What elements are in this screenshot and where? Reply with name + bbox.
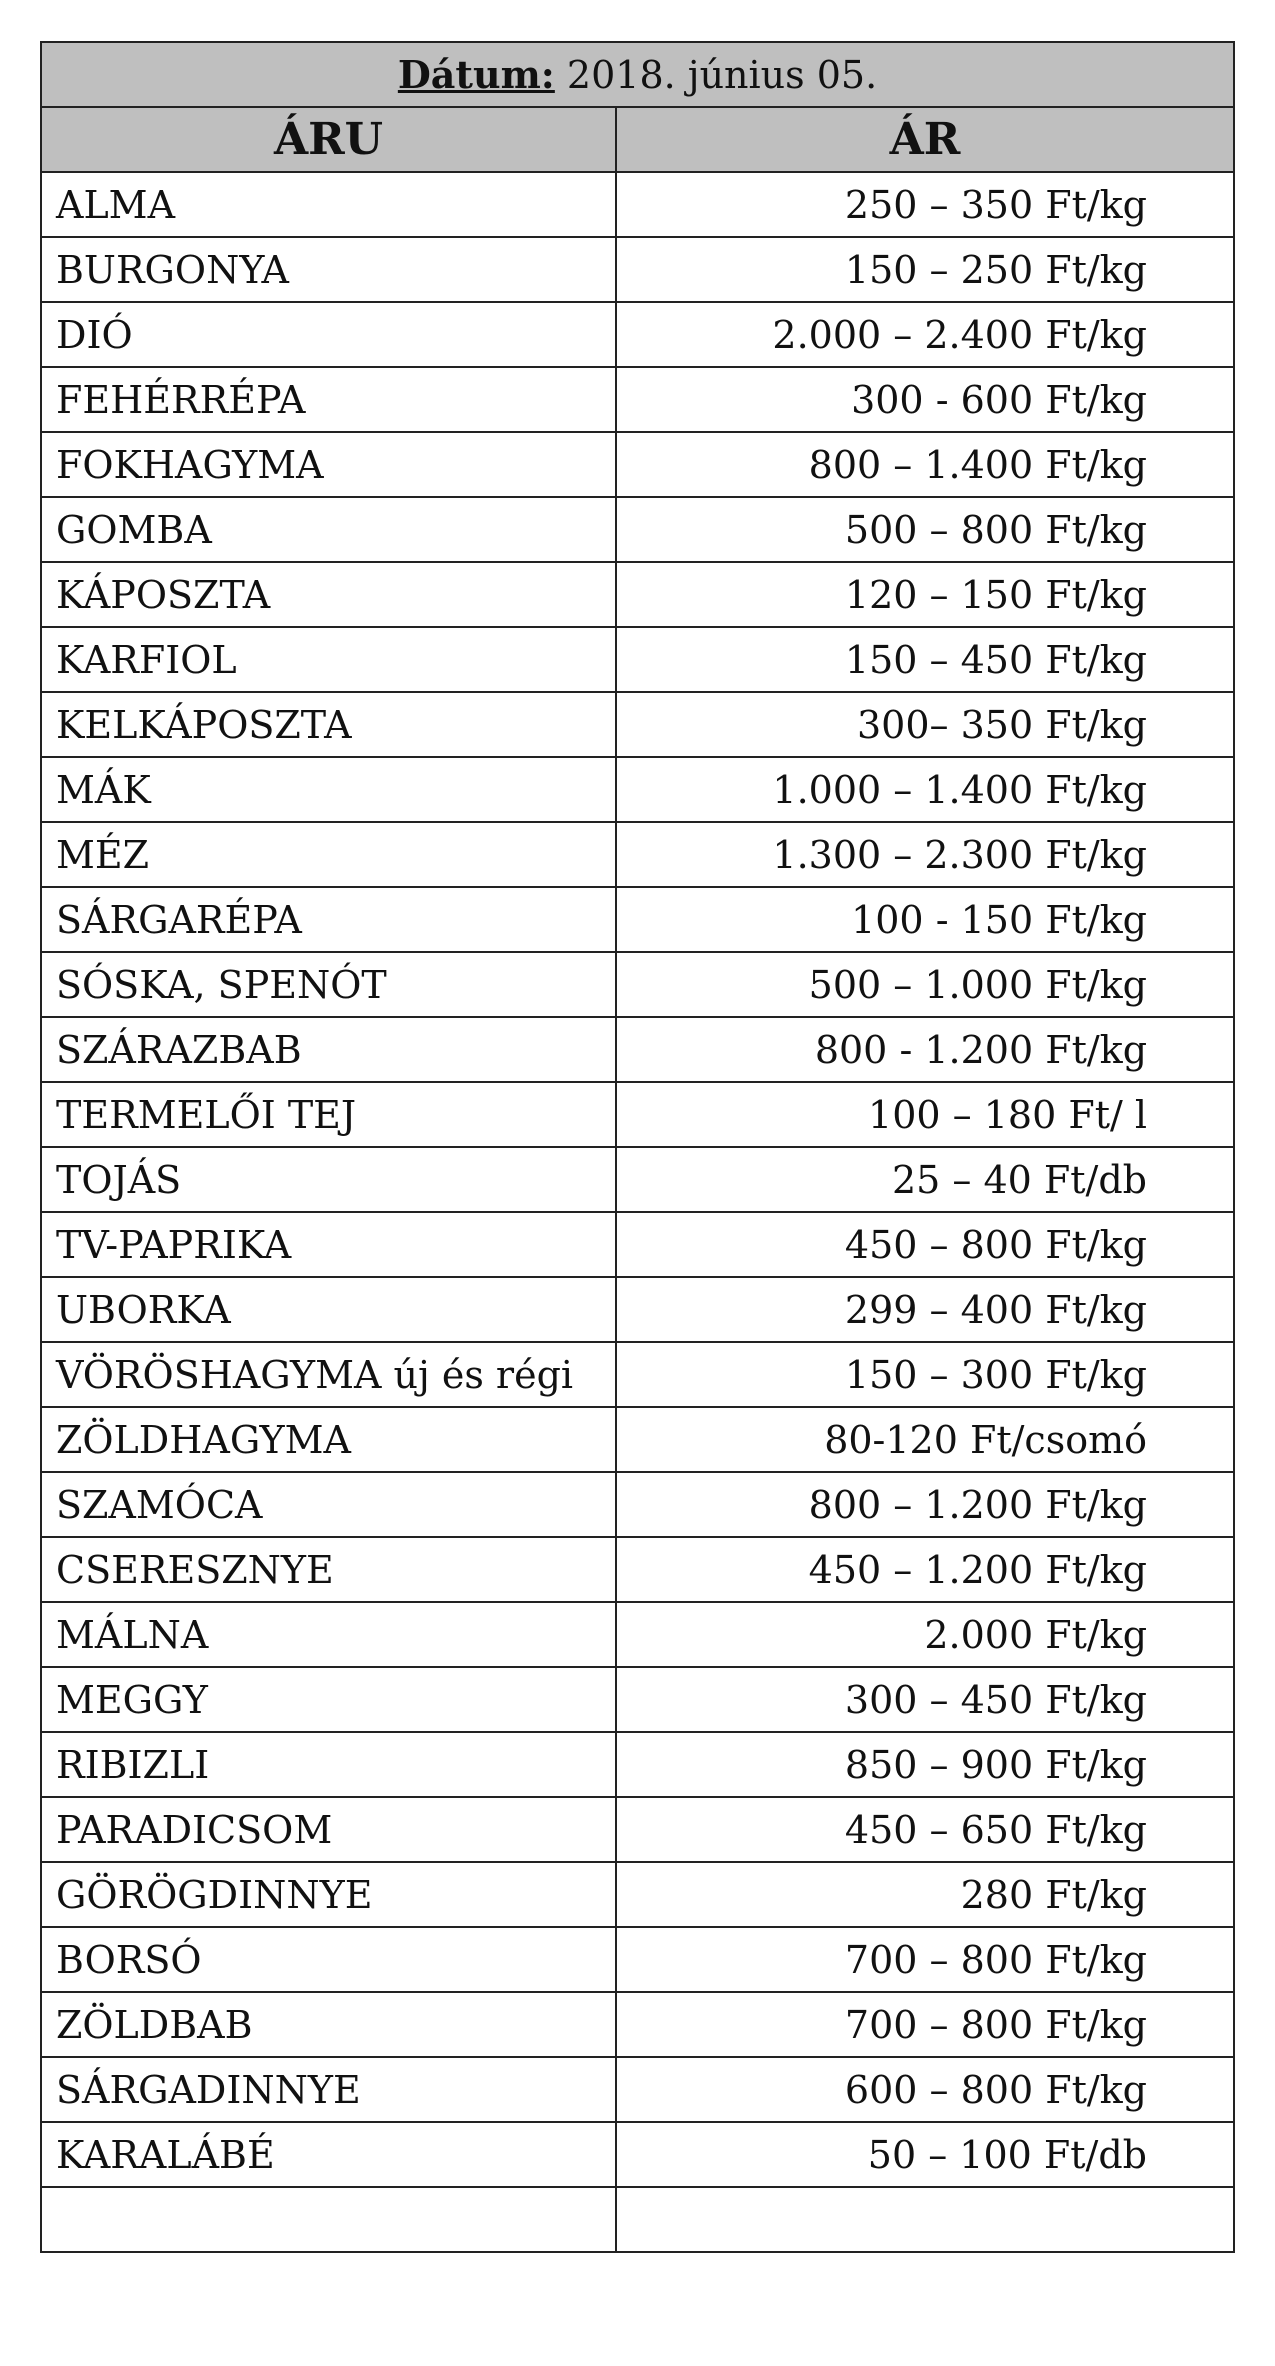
item-price: 450 – 1.200 Ft/kg bbox=[616, 1537, 1234, 1602]
table-row bbox=[41, 2057, 1234, 2122]
table-row bbox=[41, 237, 1234, 302]
item-name bbox=[41, 2187, 616, 2252]
item-name: KARFIOL bbox=[41, 627, 616, 692]
item-name: SZAMÓCA bbox=[41, 1472, 616, 1537]
table-row bbox=[41, 1732, 1234, 1797]
item-price: 800 – 1.200 Ft/kg bbox=[616, 1472, 1234, 1537]
item-price: 1.000 – 1.400 Ft/kg bbox=[616, 757, 1234, 822]
table-row bbox=[41, 692, 1234, 757]
item-price: 25 – 40 Ft/db bbox=[616, 1147, 1234, 1212]
item-price: 450 – 800 Ft/kg bbox=[616, 1212, 1234, 1277]
table-row bbox=[41, 497, 1234, 562]
item-price: 500 – 1.000 Ft/kg bbox=[616, 952, 1234, 1017]
table-row bbox=[41, 2187, 1234, 2252]
item-name: ALMA bbox=[41, 172, 616, 237]
item-price: 150 – 450 Ft/kg bbox=[616, 627, 1234, 692]
item-name: UBORKA bbox=[41, 1277, 616, 1342]
table-row bbox=[41, 1342, 1234, 1407]
item-name: TERMELŐI TEJ bbox=[41, 1082, 616, 1147]
item-name: GOMBA bbox=[41, 497, 616, 562]
item-price: 250 – 350 Ft/kg bbox=[616, 172, 1234, 237]
item-name: SÓSKA, SPENÓT bbox=[41, 952, 616, 1017]
table-row bbox=[41, 432, 1234, 497]
table-row bbox=[41, 1602, 1234, 1667]
table-row bbox=[41, 952, 1234, 1017]
item-price: 100 - 150 Ft/kg bbox=[616, 887, 1234, 952]
item-name: FEHÉRRÉPA bbox=[41, 367, 616, 432]
item-price: 2.000 – 2.400 Ft/kg bbox=[616, 302, 1234, 367]
table-row bbox=[41, 1992, 1234, 2057]
item-price: 850 – 900 Ft/kg bbox=[616, 1732, 1234, 1797]
column-header-price: ÁR bbox=[616, 107, 1234, 172]
date-value: 2018. június 05. bbox=[554, 53, 878, 97]
item-name: BORSÓ bbox=[41, 1927, 616, 1992]
table-row bbox=[41, 1017, 1234, 1082]
item-price: 300– 350 Ft/kg bbox=[616, 692, 1234, 757]
date-label: Dátum: bbox=[397, 52, 555, 97]
item-price: 1.300 – 2.300 Ft/kg bbox=[616, 822, 1234, 887]
table-row bbox=[41, 757, 1234, 822]
table-row bbox=[41, 1212, 1234, 1277]
table-row bbox=[41, 1082, 1234, 1147]
item-name: FOKHAGYMA bbox=[41, 432, 616, 497]
item-name: SÁRGARÉPA bbox=[41, 887, 616, 952]
table-row bbox=[41, 1472, 1234, 1537]
item-name: CSERESZNYE bbox=[41, 1537, 616, 1602]
table-row bbox=[41, 627, 1234, 692]
item-price: 300 – 450 Ft/kg bbox=[616, 1667, 1234, 1732]
table-row bbox=[41, 1862, 1234, 1927]
item-name: MÁLNA bbox=[41, 1602, 616, 1667]
table-row bbox=[41, 887, 1234, 952]
table-row bbox=[41, 1537, 1234, 1602]
table-row bbox=[41, 302, 1234, 367]
column-header-item: ÁRU bbox=[41, 107, 616, 172]
table-row bbox=[41, 1277, 1234, 1342]
item-name: TOJÁS bbox=[41, 1147, 616, 1212]
item-name: MÁK bbox=[41, 757, 616, 822]
item-name: SZÁRAZBAB bbox=[41, 1017, 616, 1082]
item-name: BURGONYA bbox=[41, 237, 616, 302]
date-row bbox=[41, 42, 1234, 107]
item-price: 500 – 800 Ft/kg bbox=[616, 497, 1234, 562]
item-price: 80-120 Ft/csomó bbox=[616, 1407, 1234, 1472]
item-price: 150 – 300 Ft/kg bbox=[616, 1342, 1234, 1407]
item-name: KÁPOSZTA bbox=[41, 562, 616, 627]
item-name: MÉZ bbox=[41, 822, 616, 887]
table-row bbox=[41, 2122, 1234, 2187]
item-price: 299 – 400 Ft/kg bbox=[616, 1277, 1234, 1342]
item-price: 50 – 100 Ft/db bbox=[616, 2122, 1234, 2187]
item-price: 2.000 Ft/kg bbox=[616, 1602, 1234, 1667]
table-row bbox=[41, 1147, 1234, 1212]
item-price: 450 – 650 Ft/kg bbox=[616, 1797, 1234, 1862]
item-name: RIBIZLI bbox=[41, 1732, 616, 1797]
date-cell bbox=[41, 42, 1234, 107]
item-name: ZÖLDHAGYMA bbox=[41, 1407, 616, 1472]
item-name: VÖRÖSHAGYMA új és régi bbox=[41, 1342, 616, 1407]
table-row bbox=[41, 822, 1234, 887]
item-price: 700 – 800 Ft/kg bbox=[616, 1927, 1234, 1992]
item-name: KARALÁBÉ bbox=[41, 2122, 616, 2187]
item-name: PARADICSOM bbox=[41, 1797, 616, 1862]
item-name: DIÓ bbox=[41, 302, 616, 367]
table-row bbox=[41, 172, 1234, 237]
item-price: 800 - 1.200 Ft/kg bbox=[616, 1017, 1234, 1082]
item-price: 600 – 800 Ft/kg bbox=[616, 2057, 1234, 2122]
item-price: 100 – 180 Ft/ l bbox=[616, 1082, 1234, 1147]
price-table bbox=[40, 41, 1235, 2253]
item-price: 280 Ft/kg bbox=[616, 1862, 1234, 1927]
table-row bbox=[41, 367, 1234, 432]
table-row bbox=[41, 1797, 1234, 1862]
item-name: ZÖLDBAB bbox=[41, 1992, 616, 2057]
item-name: MEGGY bbox=[41, 1667, 616, 1732]
table-row bbox=[41, 1407, 1234, 1472]
item-price bbox=[616, 2187, 1234, 2252]
item-price: 300 - 600 Ft/kg bbox=[616, 367, 1234, 432]
column-header-row bbox=[41, 107, 1234, 172]
table-row bbox=[41, 562, 1234, 627]
item-price: 150 – 250 Ft/kg bbox=[616, 237, 1234, 302]
table-row bbox=[41, 1667, 1234, 1732]
item-price: 120 – 150 Ft/kg bbox=[616, 562, 1234, 627]
table-row bbox=[41, 1927, 1234, 1992]
item-price: 800 – 1.400 Ft/kg bbox=[616, 432, 1234, 497]
table-body bbox=[41, 172, 1234, 2252]
item-name: TV-PAPRIKA bbox=[41, 1212, 616, 1277]
item-name: GÖRÖGDINNYE bbox=[41, 1862, 616, 1927]
item-name: KELKÁPOSZTA bbox=[41, 692, 616, 757]
item-price: 700 – 800 Ft/kg bbox=[616, 1992, 1234, 2057]
item-name: SÁRGADINNYE bbox=[41, 2057, 616, 2122]
